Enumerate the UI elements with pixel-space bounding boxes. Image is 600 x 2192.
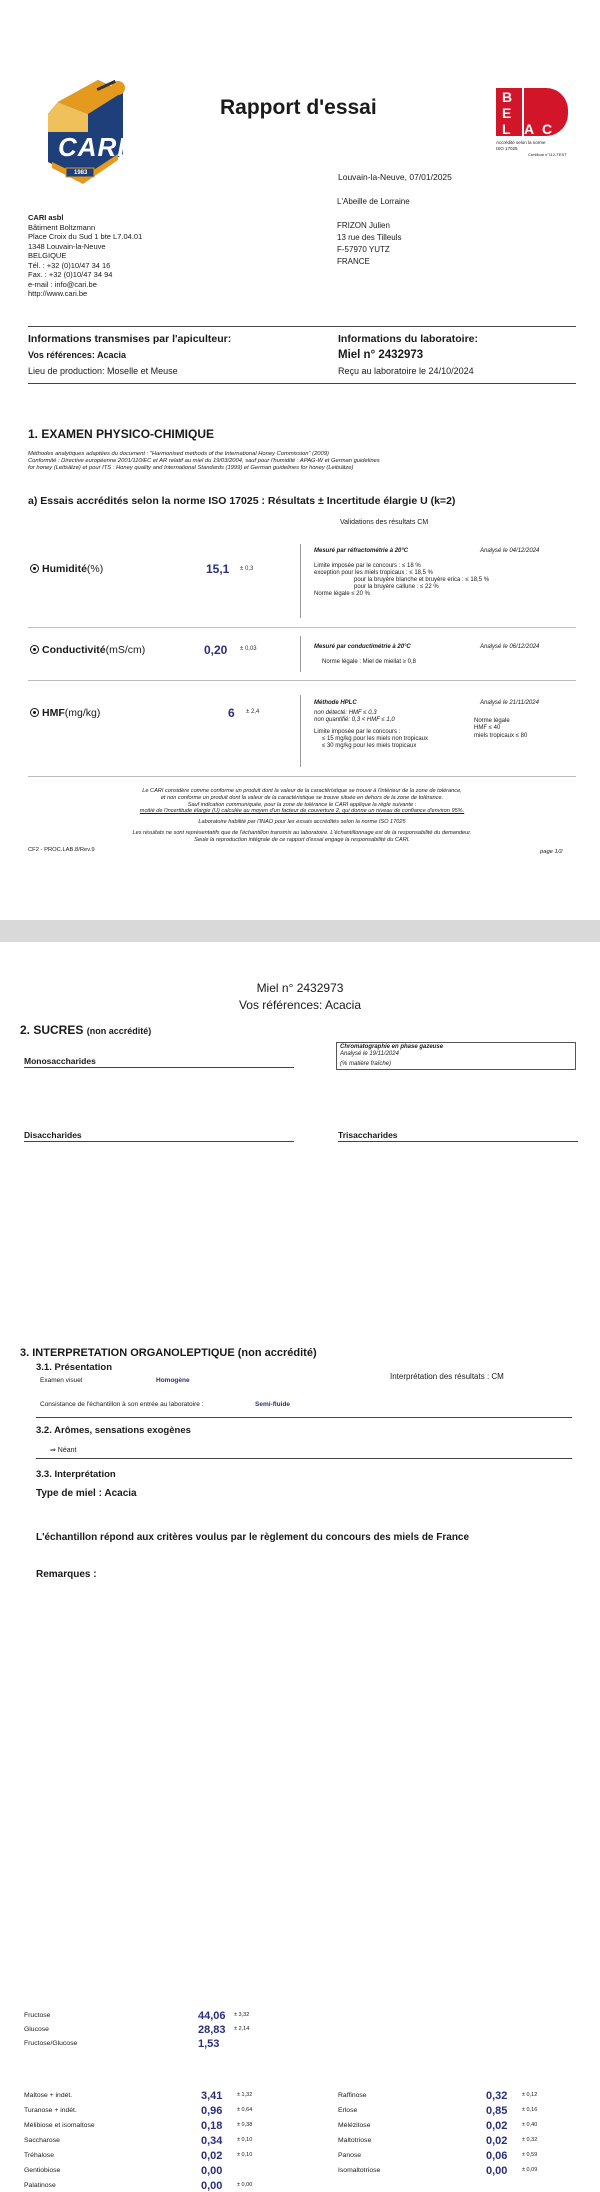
sugar-name: Mélibiose et isomaltose	[24, 2122, 95, 2129]
sugar-name: Palatinose	[24, 2182, 56, 2189]
belac-logo	[496, 88, 576, 158]
lab-received-date: Reçu au laboratoire le 24/10/2024	[338, 366, 474, 376]
sender-website: http://www.cari.be	[28, 289, 88, 298]
report-page-1	[0, 0, 600, 945]
humidity-divider	[28, 627, 576, 628]
cari-logo-text: CARI	[58, 132, 126, 162]
sugar-name: Gentiobiose	[24, 2167, 61, 2174]
sugar-name: Isomaltotriose	[338, 2167, 381, 2174]
lab-sample-number: Miel n° 2432973	[338, 349, 424, 361]
accredited-tests-subtitle: a) Essais accrédités selon la norme ISO 17025 : Résultats ± Incertitude élargie U (k=2)	[28, 495, 456, 507]
sender-address	[28, 213, 142, 299]
footer-line-4: moitié de l'incertitude élargie (U) calculée au moyen d'un facteur de couverture 2, qui donne un niveau de confiance d'environ 95%.	[139, 808, 465, 815]
hmf-note-legal-tropical: miels tropicaux ≤ 80	[474, 732, 528, 739]
sender-phone: Tél. : +32 (0)10/47 34 16	[28, 260, 111, 270]
lab-info-heading: Informations du laboratoire:	[338, 333, 479, 345]
interpretation-subtitle: 3.3. Interprétation	[36, 1469, 116, 1480]
hmf-note-contest-limit: Limite imposée par le concours :	[314, 728, 401, 735]
sugar-uncertainty: ± 0,64	[237, 2107, 253, 2113]
hmf-analysis-date: Analysé le 21/11/2024	[480, 700, 539, 706]
di-heading-underline	[24, 1141, 294, 1142]
hmf-method: Méthode HPLC	[314, 700, 357, 706]
sugar-uncertainty: ± 0,10	[237, 2137, 253, 2143]
sugars-method-box	[336, 1042, 576, 1070]
hmf-note-tropical: ≤ 30 mg/kg pour les miels tropicaux	[322, 743, 417, 750]
hmf-note-legal-title: Norme légale	[474, 718, 510, 724]
conformity-footer	[28, 788, 576, 844]
sugar-name: Fructose/Glucose	[24, 2040, 78, 2047]
section-3-title: 3. INTERPRETATION ORGANOLEPTIQUE (non accrédité)	[20, 1347, 317, 1359]
humidity-note-contest-limit: Limite imposée par le concours : ≤ 18 %	[314, 563, 421, 569]
results-validation: Validations des résultats CM	[340, 519, 429, 526]
report-title: Rapport d'essai	[220, 96, 377, 119]
sugar-uncertainty: ± 0,40	[522, 2122, 538, 2128]
sugar-value: 44,06	[198, 2010, 226, 2022]
hmf-note-non-tropical: ≤ 15 mg/kg pour les miels non tropicaux	[322, 735, 429, 742]
conductivity-label: Conductivité	[42, 644, 106, 656]
sugar-uncertainty: ± 0,59	[522, 2152, 538, 2158]
conductivity-bullet-icon	[30, 645, 39, 654]
presentation-divider	[36, 1417, 572, 1418]
sugar-name: Mélézitose	[338, 2122, 371, 2129]
footer-line-1: Le CARI considère comme conforme un produit dont la valeur de la caractéristique se trouve à l'intérieur de la zone de tolérance,	[142, 788, 462, 794]
conductivity-separator	[300, 636, 301, 672]
sugar-uncertainty: ± 1,32	[237, 2092, 253, 2098]
hmf-bullet-icon	[30, 708, 39, 717]
hmf-uncertainty: ± 2,4	[246, 709, 260, 715]
cari-logo-year: 1983	[74, 170, 88, 176]
humidity-separator	[300, 544, 301, 618]
belac-iso-text: ISO 17025	[496, 146, 518, 151]
remarks-label: Remarques :	[36, 1569, 97, 1580]
mono-heading-underline	[24, 1067, 294, 1068]
sugar-name: Turanose + indét.	[24, 2107, 77, 2114]
tri-heading: Trisaccharides	[338, 1130, 398, 1140]
humidity-note-legal: Norme légale ≤ 20 %	[314, 591, 370, 597]
sugar-value: 0,06	[486, 2150, 508, 2162]
sugar-value: 3,41	[201, 2090, 223, 2102]
sugar-value: 0,02	[486, 2120, 508, 2132]
humidity-unit: (%)	[86, 563, 104, 575]
sugar-value: 0,02	[486, 2135, 508, 2147]
humidity-value: 15,1	[206, 562, 230, 576]
sugar-value: 0,34	[201, 2135, 223, 2147]
methods-line-1: Méthodes analytiques adaptées du document : "Harmonised methods of the International Honey Commission" (2009)	[28, 451, 329, 457]
humidity-analysis-date: Analysé le 04/12/2024	[480, 548, 540, 554]
humidity-uncertainty: ± 0,3	[240, 566, 254, 572]
hmf-value: 6	[228, 706, 235, 720]
honey-type: Type de miel : Acacia	[36, 1488, 137, 1499]
info-divider	[28, 383, 576, 384]
conductivity-divider	[28, 680, 576, 681]
sugar-value: 0,00	[201, 2180, 223, 2192]
sugar-value: 0,00	[486, 2165, 508, 2177]
sugar-value: 28,83	[198, 2024, 226, 2036]
page2-references: Vos références: Acacia	[238, 998, 362, 1012]
di-heading: Disaccharides	[24, 1130, 82, 1140]
sugar-value: 0,85	[486, 2105, 508, 2117]
footer-line-2: et non conforme un produit dont la valeur de la caractéristique se trouve située en dehors de la zone de tolérance.	[160, 794, 444, 801]
sugar-uncertainty: ± 3,32	[234, 2012, 250, 2018]
humidity-method: Mesuré par réfractométrie à 20°C	[314, 548, 409, 554]
conductivity-row	[30, 644, 145, 656]
report-page-2	[0, 942, 600, 2192]
footer-line-7: Seule la reproduction intégrale de ce rapport d'essai engage la responsabilité du CARI.	[194, 836, 410, 843]
humidity-row	[30, 563, 103, 575]
consistency-value: Semi-fluide	[255, 1401, 291, 1408]
footer-line-6: Les résultats ne sont représentatifs que de l'échantillon transmis au laboratoire. L'échantillonnage est de la responsabilité du demandeur.	[132, 829, 472, 836]
hmf-note-legal-value: HMF ≤ 40	[474, 725, 501, 732]
aromas-divider	[36, 1458, 572, 1459]
sugar-name: Maltose + indét.	[24, 2092, 73, 2099]
beekeeper-references: Vos références: Acacia	[28, 350, 127, 360]
sugar-name: Glucose	[24, 2026, 49, 2033]
sugar-uncertainty: ± 2,14	[234, 2026, 250, 2032]
belac-letter-b: B	[502, 89, 513, 105]
hmf-notes-left	[314, 710, 428, 750]
section-1-title: 1. EXAMEN PHYSICO-CHIMIQUE	[28, 427, 215, 441]
footer-line-3: Sauf indication communiquée, pour la zone de tolérance le CARI applique la règle suivante :	[187, 801, 417, 808]
sender-street: Place Croix du Sud 1 bte L7.04.01	[28, 232, 143, 241]
sender-city: 1348 Louvain-la-Neuve	[28, 241, 106, 251]
sender-email: e-mail : info@cari.be	[28, 279, 97, 289]
sugar-name: Maltotriose	[338, 2137, 372, 2144]
conductivity-note-legal: Norme légale : Miel de miellat ≥ 0,8	[322, 659, 416, 665]
conductivity-value: 0,20	[204, 643, 228, 657]
sender-building: Bâtiment Boltzmann	[28, 222, 96, 232]
sugar-value: 1,53	[198, 2038, 220, 2050]
hmf-row	[30, 707, 100, 719]
recipient-company: L'Abeille de Lorraine	[337, 197, 410, 206]
production-location: Lieu de production: Moselle et Meuse	[28, 366, 178, 376]
humidity-notes	[314, 563, 489, 598]
conductivity-method: Mesuré par conductimétrie à 20°C	[314, 644, 411, 650]
methods-line-3: for honey (Leitsätze) et pour ITS : Honey quality and International Standards (1999) et German guidelines for honey (Leitsätze)	[28, 465, 354, 471]
belac-accreditation-text: Accrédité selon la norme	[496, 140, 546, 145]
belac-letter-a: A	[524, 121, 535, 137]
sugar-value: 0,00	[201, 2165, 223, 2177]
sender-country: BELGIQUE	[28, 251, 67, 260]
beekeeper-info-heading: Informations transmises par l'apiculteur:	[28, 333, 232, 345]
conductivity-uncertainty: ± 0,03	[240, 646, 257, 652]
belac-letter-e: E	[502, 105, 512, 121]
sugars-analysis-date: Analysé le 19/11/2024	[340, 1051, 399, 1057]
sugar-uncertainty: ± 0,38	[237, 2122, 253, 2128]
sugar-name: Saccharose	[24, 2137, 60, 2144]
humidity-note-tropical: exception pour les miels tropicaux : ≤ 18,5 %	[314, 570, 434, 576]
mono-heading: Monosaccharides	[24, 1056, 96, 1066]
sugar-name: Tréhalose	[24, 2152, 54, 2159]
recipient-street: 13 rue des Tilleuls	[337, 233, 402, 242]
hmf-note-not-detected: non détecté: HMF ≤ 0,3	[314, 710, 377, 716]
belac-letter-c: C	[542, 121, 553, 137]
sender-org: CARI asbl	[28, 213, 64, 222]
sugar-uncertainty: ± 0,09	[522, 2167, 538, 2173]
sugar-name: Erlose	[338, 2107, 358, 2114]
hmf-note-not-quantified: non quantifié: 0,3 < HMF ≤ 1,0	[314, 717, 395, 724]
belac-certificate-text: Certificat n°112-TEST	[528, 152, 567, 157]
sender-fax: Fax. : +32 (0)10/47 34 94	[28, 270, 113, 279]
conclusion: L'échantillon répond aux critères voulus par le règlement du concours des miels de France	[36, 1532, 470, 1543]
sugar-value: 0,96	[201, 2105, 223, 2117]
sugar-name: Raffinose	[338, 2092, 367, 2099]
recipient-city: F-57970 YUTZ	[337, 245, 390, 254]
aromas-value: ⇒ Néant	[50, 1447, 77, 1454]
belac-letter-l: L	[502, 121, 511, 137]
conductivity-analysis-date: Analysé le 06/12/2024	[480, 644, 540, 650]
cari-logo	[28, 62, 138, 192]
page2-sample-number: Miel n° 2432973	[256, 981, 344, 995]
recipient-name: FRIZON Julien	[337, 221, 390, 230]
section-2-title-suffix: (non accrédité)	[86, 1026, 152, 1036]
visual-exam-value: Homogène	[156, 1377, 190, 1384]
sugar-uncertainty: ± 0,12	[522, 2092, 538, 2098]
page-number-1: page 1/2	[540, 849, 563, 855]
sugar-value: 0,02	[201, 2150, 223, 2162]
humidity-note-heather: pour la bruyère blanche et bruyère erica : ≤ 18,5 %	[354, 577, 490, 583]
methods-line-2: Conformité : Directive européenne 2001/110/EC et AR relatif au miel du 19/03/2004, sauf pour l'humidité : APAG-W et German guidelines	[28, 458, 380, 464]
aromas-subtitle: 3.2. Arômes, sensations exogènes	[36, 1425, 191, 1436]
location-date: Louvain-la-Neuve, 07/01/2025	[338, 172, 452, 182]
footer-line-5: Laboratoire habilité par l'INAO pour les essais accrédités selon la norme ISO 17025	[198, 819, 406, 826]
sugar-uncertainty: ± 0,00	[237, 2182, 253, 2188]
recipient-country: FRANCE	[337, 257, 370, 266]
section-2-title-text: 2. SUCRES	[20, 1023, 84, 1037]
hmf-separator	[300, 695, 301, 767]
sugar-uncertainty: ± 0,32	[522, 2137, 538, 2143]
sugar-name: Panose	[338, 2152, 362, 2159]
sugar-uncertainty: ± 0,10	[237, 2152, 253, 2158]
presentation-subtitle: 3.1. Présentation	[36, 1362, 113, 1373]
conductivity-unit: (mS/cm)	[105, 644, 146, 656]
tri-heading-underline	[338, 1141, 578, 1142]
sugar-uncertainty: ± 0,16	[522, 2107, 538, 2113]
sugar-name: Fructose	[24, 2012, 51, 2019]
humidity-note-calluna: pour la bruyère callune : ≤ 22 %	[354, 584, 439, 590]
hmf-notes-right	[474, 718, 527, 740]
hmf-divider	[28, 776, 576, 777]
visual-exam-label: Examen visuel	[40, 1377, 83, 1384]
sugar-value: 0,32	[486, 2090, 508, 2102]
consistency-label: Consistance de l'échantillon à son entrée au laboratoire :	[40, 1401, 204, 1408]
sugar-value: 0,18	[201, 2120, 223, 2132]
interpretation-results: Interprétation des résultats : CM	[390, 1372, 504, 1381]
hmf-label: HMF	[42, 707, 65, 719]
sugars-basis: (% matière fraîche)	[340, 1061, 392, 1067]
section-2-title	[20, 1023, 151, 1037]
recipient-address	[337, 196, 410, 268]
sugars-method: Chromatographie en phase gazeuse	[340, 1044, 444, 1050]
humidity-bullet-icon	[30, 564, 39, 573]
document-reference: CF2 - PROC.LAB.8/Rev.9	[28, 847, 95, 853]
humidity-label: Humidité	[42, 563, 87, 575]
page-separator	[0, 920, 600, 942]
hmf-unit: (mg/kg)	[64, 707, 101, 719]
header-divider	[28, 326, 576, 327]
